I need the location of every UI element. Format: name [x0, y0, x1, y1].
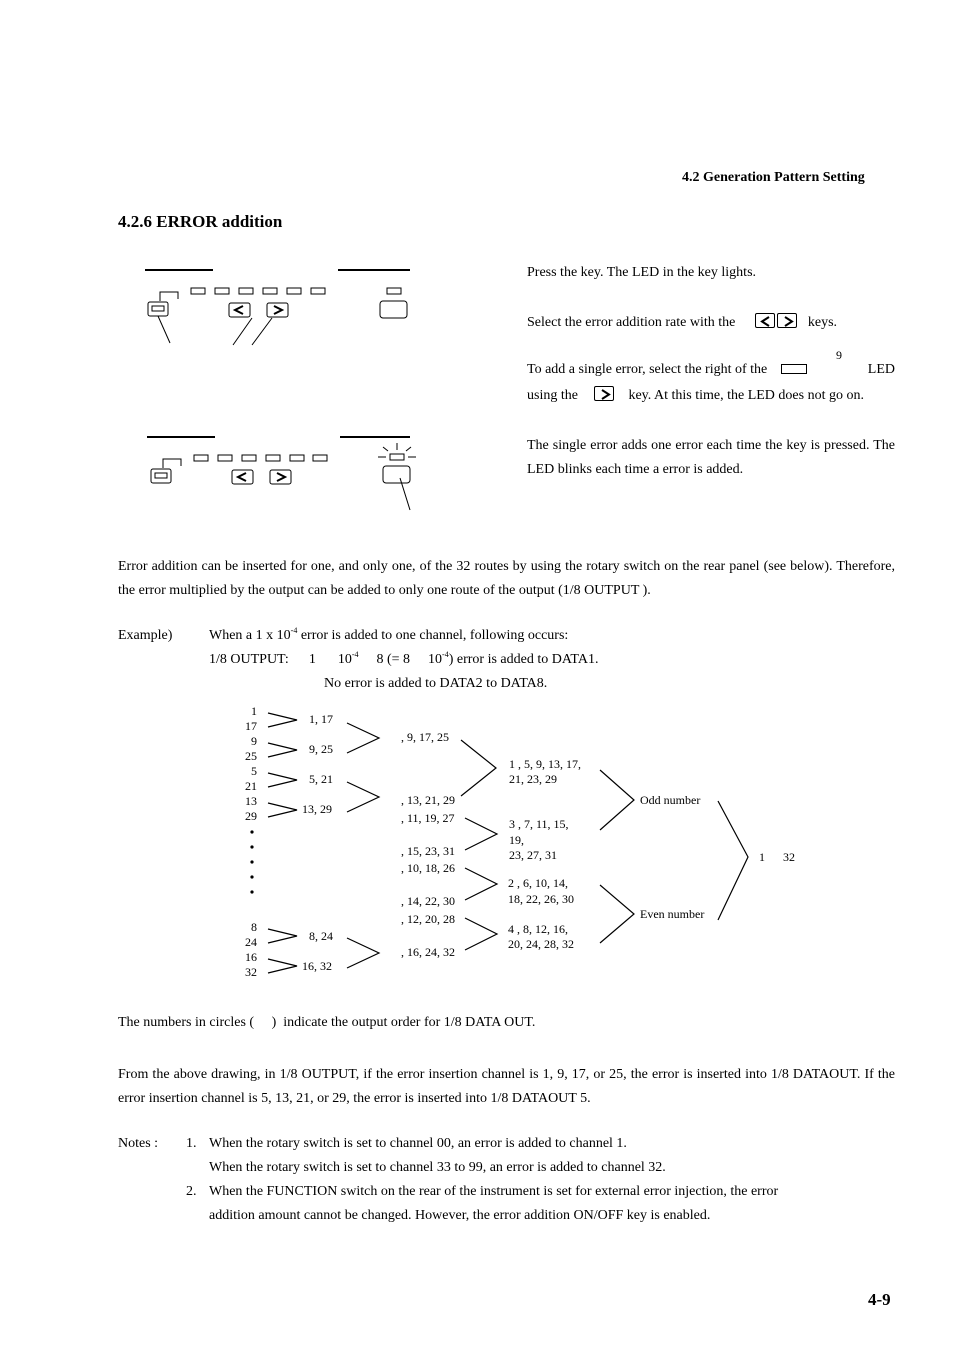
example-result: ) error is added to DATA1.: [448, 652, 599, 667]
tree-level2-node: , 11, 19, 27: [401, 811, 455, 825]
notes-label: Notes :: [118, 1136, 159, 1151]
tree-level3-line: 1 , 5, 9, 13, 17,: [509, 757, 581, 771]
right-arrow-key-icon: [594, 386, 614, 401]
example-label: Example): [118, 628, 173, 643]
tree-input: 24: [245, 935, 257, 949]
note-2-number: 2.: [186, 1184, 197, 1199]
led-indicator-icon: [781, 364, 807, 374]
step-single-line1: [527, 362, 895, 378]
step-single-line2: [527, 386, 864, 404]
tree-input: 29: [245, 809, 257, 823]
tree-final-a: 1: [759, 850, 765, 864]
paragraph-routes: Error addition can be inserted for one, and only one, of the 32 routes by using the rotary switch on the rear panel (see below). Therefore, the error multiplied by the output can be added to only one route of the output (1/8 OUTPUT ).: [118, 559, 895, 598]
example-line1-exp: -4: [290, 626, 298, 635]
tree-level3-line: 23, 27, 31: [509, 848, 557, 862]
tree-level2-node: , 12, 20, 28: [401, 912, 455, 926]
tree-input: 5: [251, 764, 257, 778]
tree-level1-node: 8, 24: [309, 929, 333, 943]
tree-input: 13: [245, 794, 257, 808]
tree-level1-node: 13, 29: [302, 802, 332, 816]
section-title: 4.2.6 ERROR addition: [118, 212, 283, 231]
tree-input: 32: [245, 965, 257, 979]
tree-level2-node: , 10, 18, 26: [401, 861, 455, 875]
step-select-keys: keys.: [807, 315, 838, 330]
circles-note: The numbers in circles ( ) indicate the output order for 1/8 DATA OUT.: [118, 1015, 536, 1030]
tree-input: 25: [245, 749, 257, 763]
tree-level2-node: , 9, 17, 25: [401, 730, 449, 744]
step-press: Press the key. The LED in the key lights.: [527, 265, 757, 280]
tree-final-b: 32: [783, 850, 795, 864]
example-exp2: -4: [442, 650, 449, 659]
tree-level2-node: , 14, 22, 30: [401, 894, 455, 908]
step-single-tail: key. At this time, the LED does not go on.: [628, 388, 864, 403]
example-eight: 8 (= 8: [376, 652, 411, 667]
tree-input: 1: [251, 704, 257, 718]
tree-level3-line: 4 , 8, 12, 16,: [508, 922, 568, 936]
page-number: 4-9: [868, 1290, 891, 1309]
step-single-led: LED: [867, 362, 895, 377]
led-nine-label: 9: [836, 348, 842, 362]
example-line1: [209, 628, 568, 644]
note-1-line2: When the rotary switch is set to channel 33 to 99, an error is added to channel 32.: [209, 1160, 666, 1175]
tree-level3-line: 19,: [509, 833, 524, 847]
step-single-text: To add a single error, select the right of the: [527, 362, 768, 377]
tree-level1-node: 5, 21: [309, 772, 333, 786]
tree-input: 9: [251, 734, 257, 748]
example-ten: 10: [337, 652, 352, 667]
step-blink: The single error adds one error each time the key is pressed. The LED blinks each time a error is added.: [527, 438, 895, 477]
example-line3: No error is added to DATA2 to DATA8.: [324, 676, 548, 691]
left-arrow-key-icon: [755, 313, 775, 328]
example-line1-a: When a 1 x 10: [209, 628, 291, 643]
right-arrow-key-icon: [777, 313, 797, 328]
tree-level1-node: 1, 17: [309, 712, 333, 726]
note-1-line1: When the rotary switch is set to channel 00, an error is added to channel 1.: [209, 1136, 627, 1151]
tree-level1-node: 9, 25: [309, 742, 333, 756]
step-select-text: Select the error addition rate with the: [527, 315, 736, 330]
tree-level2-node: , 16, 24, 32: [401, 945, 455, 959]
tree-even-label: Even number: [640, 907, 705, 921]
tree-input: 17: [245, 719, 257, 733]
tree-input: 16: [245, 950, 257, 964]
tree-level3-line: 20, 24, 28, 32: [508, 937, 574, 951]
tree-level3-line: 3 , 7, 11, 15,: [509, 817, 569, 831]
note-2-line2: addition amount cannot be changed. However, the error addition ON/OFF key is enabled.: [209, 1208, 711, 1223]
example-ten2: 10: [428, 652, 443, 667]
example-line1-b: error is added to one channel, following occurs:: [297, 628, 569, 643]
note-1-number: 1.: [186, 1136, 197, 1151]
example-exp1: -4: [351, 650, 359, 659]
step-select: [527, 313, 837, 331]
tree-level3-line: 2 , 6, 10, 14,: [508, 876, 568, 890]
tree-level2-node: , 15, 23, 31: [401, 844, 455, 858]
note-2-line1: When the FUNCTION switch on the rear of the instrument is set for external error injection, the error: [209, 1184, 779, 1199]
section-header: 4.2 Generation Pattern Setting: [682, 170, 865, 185]
example-line2: [209, 652, 598, 668]
example-one: 1: [308, 652, 316, 667]
tree-input: 8: [251, 920, 257, 934]
tree-level1-node: 16, 32: [302, 959, 332, 973]
paragraph-insertion: From the above drawing, in 1/8 OUTPUT, if the error insertion channel is 1, 9, 17, or 25, the error is inserted into 1/8 DATAOUT. If the error insertion channel is 5, 13, 21, or 29, the error is inserted into 1/8 DATAOUT 5.: [118, 1067, 895, 1106]
example-output-label: 1/8 OUTPUT:: [209, 652, 289, 667]
tree-odd-label: Odd number: [640, 793, 701, 807]
tree-level3-line: 18, 22, 26, 30: [508, 892, 574, 906]
tree-level2-node: , 13, 21, 29: [401, 793, 455, 807]
tree-level3-line: 21, 23, 29: [509, 772, 557, 786]
tree-input: 21: [245, 779, 257, 793]
step-single-using: using the: [527, 388, 578, 403]
